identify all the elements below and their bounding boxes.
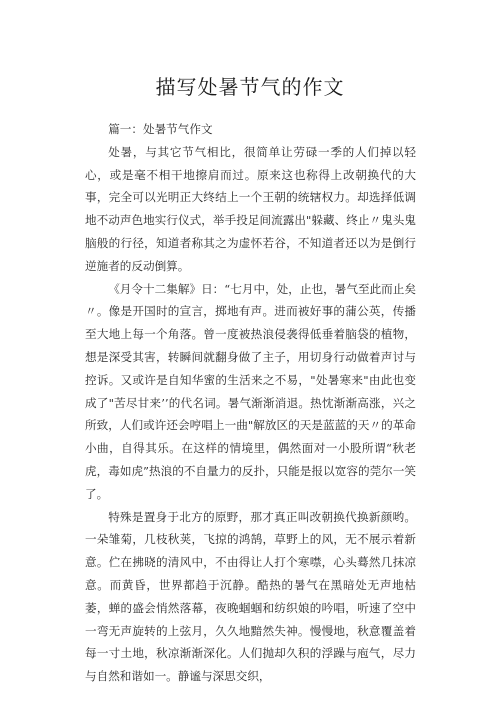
paragraph-3: 特殊是置身于北方的原野，那才真正叫改朝换代换新颜哟。一朵雏菊，几枝秋荚，飞掠的鸿鹄，草野上的风，无不展示着新意。伫在拂晓的清风中，不由得让人打个寒噤，心头蓦然几抹凉意。而黄昏，世界都趋于沉静。酷热的暑气在黑暗处无声地枯萎，蝉的盛会悄然落幕，夜晚蝈蝈和纺织娘的吟唱，听速了空中一弯无声旋转的上弦月，久久地黯然失神。慢慢地，秋意覆盖着每一寸土地，秋凉渐渐深化。人们抛却久积的浮躁与庖气，尽力与自然和谐如一。静谧与深思交织， xyxy=(85,509,416,684)
paragraph-2: 《月令十二集解》日：“七月中，处，止也，暑气至此而止矣〃。像是开国时的宣言，掷地有声。进而被好事的蒲公英，传播至大地上每一个角落。曾一度被热浪侵袭得低垂着脑袋的植物，想是深受其害，转瞬间就翻身做了主子，用切身行动做着声讨与控诉。又或许是自知华蜜的生活来之不易，"处暑寒来"由此也变成了"苦尽甘来’’的代名词。暑气渐渐消退。热忱渐渐高涨，兴之所致，人们或许还会哼唱上一曲"解放区的天是蓝蓝的天〃的革命小曲，自得其乐。在这样的情境里，偶然面对一小股所谓“秋老虎，毒如虎”热浪的不自量力的反扑，只能是报以宽容的莞尔一笑了。 xyxy=(85,281,416,501)
paragraph-1: 处暑，与其它节气相比，很简单让劳碌一季的人们掉以轻心，或是毫不相干地擦肩而过。原来这也称得上改朝换代的大事，完全可以光明正大终结上一个王朝的统辖权力。却选择低调地不动声色地实行仪式，举手投足间流露出"躲藏、终止〃鬼头鬼脑般的行径，知道者称其之为虚怀若谷，不知道者还以为是倒行逆施者的反动倒算。 xyxy=(85,144,416,273)
document-body xyxy=(85,118,416,688)
document-title: 描写处暑节气的作文 xyxy=(155,75,345,99)
section-heading: 篇一：处暑节气作文 xyxy=(108,122,213,136)
